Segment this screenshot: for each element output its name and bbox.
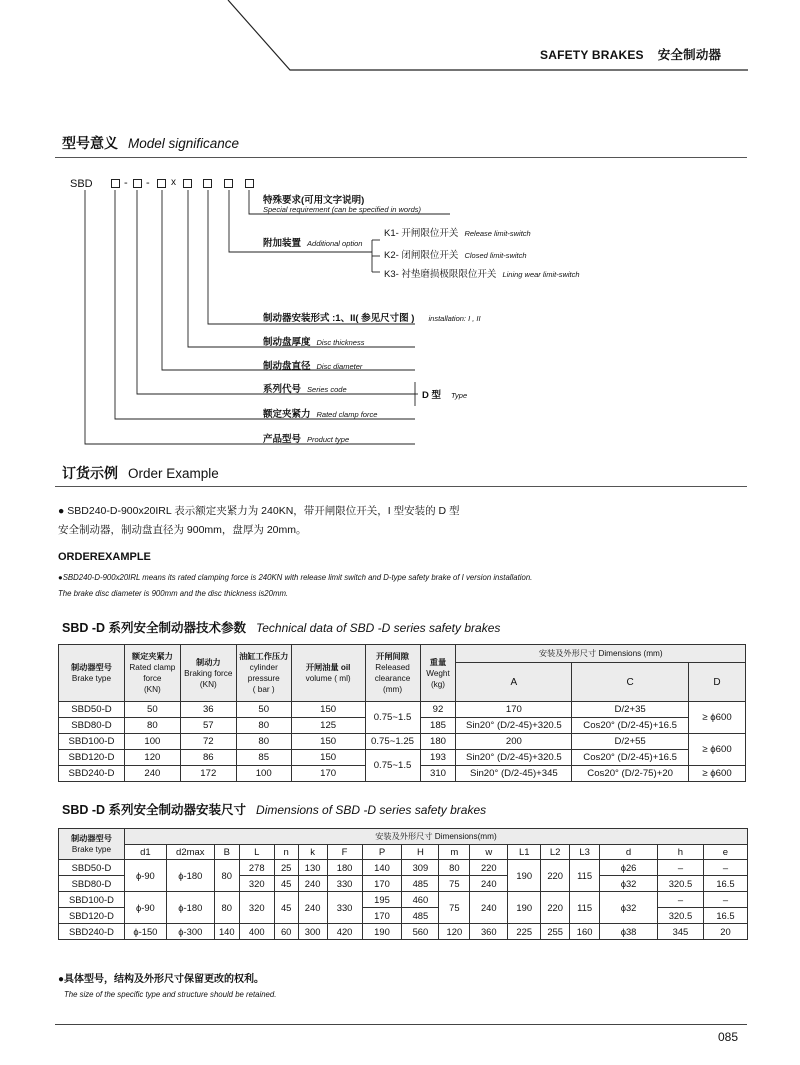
table-cell: 120 [439,924,470,940]
table-cell: 92 [420,702,456,718]
table-cell: SBD80-D [59,876,125,892]
table-row [59,892,748,908]
order-rule [55,486,747,487]
dim-th-col: d2max [166,845,214,860]
label-diameter: 制动盘直径 Disc diameter [263,361,363,372]
table-cell: 560 [402,924,439,940]
table-cell: 50 [236,702,291,718]
dim-section-title [62,800,486,818]
label-installation: 制动器安装形式 :1、II( 参见尺寸图 ) installation: I , II [263,313,481,324]
label-special-en: Special requirement (can be specified in words) [263,205,421,214]
table-cell: ϕ-180 [166,892,214,924]
table-cell: 420 [327,924,362,940]
table-cell: ϕ38 [600,924,658,940]
th-clamp: 额定夹紧力 Rated clamp force (KN) [124,645,180,702]
table-cell: 115 [570,892,600,924]
order-en-title: ORDEREXAMPLE [58,551,151,563]
dim-th-col: P [362,845,402,860]
table-cell: 320 [239,892,274,924]
table-cell: 0.75~1.25 [365,734,420,750]
table-cell: ≥ ϕ600 [689,702,746,734]
table-cell: 190 [508,860,541,892]
table-cell: 170 [362,876,402,892]
table-cell: 16.5 [703,908,747,924]
table-cell: 460 [402,892,439,908]
table-cell: 100 [124,734,180,750]
table-cell: Cos20° (D/2-45)+16.5 [572,718,689,734]
table-row [59,702,746,718]
th-oil: 开闸油量 oil volume ( ml) [291,645,365,702]
table-cell: 150 [291,702,365,718]
table-cell: 240 [470,892,508,924]
table-cell: 16.5 [703,876,747,892]
table-cell: – [657,860,703,876]
table-cell: 170 [362,908,402,924]
table-row [59,734,746,750]
table-cell: ≥ ϕ600 [689,734,746,766]
table-cell: 240 [298,876,327,892]
label-additional: 附加装置 Additional option [263,238,363,249]
table-cell: 140 [362,860,402,876]
dim-th-col: w [470,845,508,860]
dim-th-dimensions: 安装及外形尺寸 Dimensions(mm) [124,829,747,845]
table-cell: ≥ ϕ600 [689,766,746,782]
dim-title-cn: SBD -D 系列安全制动器安装尺寸 [62,803,247,817]
table-cell: 320.5 [657,908,703,924]
order-cn-line2: 安全制动器，制动盘直径为 900mm，盘厚为 20mm。 [58,524,307,536]
th-A: A [456,663,572,702]
table-cell: 125 [291,718,365,734]
table-cell: 80 [214,892,239,924]
th-pressure: 油缸工作压力 cylinder pressure ( bar ) [236,645,291,702]
table-cell: ϕ-150 [124,924,166,940]
table-cell: 130 [298,860,327,876]
table-cell: 80 [236,734,291,750]
table-cell: 150 [291,750,365,766]
order-en-line1: ●SBD240-D-900x20IRL means its rated clamping force is 240KN with release limit switch and D-type safety brake of I version installation. [58,573,533,582]
table-cell: 193 [420,750,456,766]
table-cell: 36 [180,702,236,718]
order-title-cn: 订货示例 [62,465,118,481]
th-type: 制动器型号 Brake type [59,645,125,702]
label-clamp: 额定夹紧力 Rated clamp force [263,409,378,420]
table-cell: ϕ-90 [124,892,166,924]
tech-title-en: Technical data of SBD -D series safety brakes [256,621,501,635]
table-cell: 400 [239,924,274,940]
table-cell: 172 [180,766,236,782]
table-cell: 0.75~1.5 [365,750,420,782]
table-cell: 150 [291,734,365,750]
table-cell: SBD240-D [59,766,125,782]
label-special-cn: 特殊要求(可用文字说明) [263,195,365,206]
note-cn: ●具体型号，结构及外形尺寸保留更改的权利。 [58,974,265,985]
table-cell: 190 [362,924,402,940]
dim-th-col: L2 [541,845,570,860]
table-cell: 45 [274,876,298,892]
tech-title-cn: SBD -D 系列安全制动器技术参数 [62,621,247,635]
label-k3: K3- 衬垫磨损极限限位开关 Lining wear limit-switch [384,269,580,280]
table-cell: 360 [470,924,508,940]
table-cell: 85 [236,750,291,766]
order-section-title [62,463,219,483]
dim-title-en: Dimensions of SBD -D series safety brakes [256,803,487,817]
table-cell: 255 [541,924,570,940]
table-cell: 309 [402,860,439,876]
dim-th-col: H [402,845,439,860]
dim-th-col: L [239,845,274,860]
dim-th-type: 制动器型号 Brake type [59,829,125,860]
table-cell: SBD120-D [59,908,125,924]
table-cell: – [657,892,703,908]
tech-section-title [62,618,500,636]
table-cell: 345 [657,924,703,940]
table-cell: 20 [703,924,747,940]
code-sep-1: - [124,177,128,189]
table-cell: D/2+55 [572,734,689,750]
table-cell: 170 [291,766,365,782]
dim-th-col: e [703,845,747,860]
table-cell: SBD100-D [59,892,125,908]
table-cell: 240 [470,876,508,892]
table-cell: 75 [439,876,470,892]
table-cell: – [703,860,747,876]
table-cell: 115 [570,860,600,892]
table-cell: 225 [508,924,541,940]
table-cell: 485 [402,876,439,892]
note-en: The size of the specific type and structure should be retained. [64,990,277,999]
label-k2: K2- 闭闸限位开关 Closed limit-switch [384,250,527,261]
order-en-line2: The brake disc diameter is 900mm and the disc thickness is20mm. [58,589,289,598]
table-cell: 195 [362,892,402,908]
header-title-cn: 安全制动器 [657,48,722,62]
table-cell: 80 [439,860,470,876]
table-cell: ϕ26 [600,860,658,876]
table-cell: 100 [236,766,291,782]
table-cell: 320.5 [657,876,703,892]
table-cell: 0.75~1.5 [365,702,420,734]
dim-th-col: k [298,845,327,860]
label-dtype: D 型 Type [422,390,468,401]
table-cell: ϕ32 [600,876,658,892]
table-cell: Cos20° (D/2-45)+16.5 [572,750,689,766]
table-row [59,924,748,940]
table-cell: 180 [327,860,362,876]
table-cell: SBD80-D [59,718,125,734]
dim-th-col: B [214,845,239,860]
dim-th-col: h [657,845,703,860]
footer-rule [55,1024,747,1025]
page-number: 085 [718,1030,739,1044]
label-series: 系列代号 Series code [263,384,347,395]
table-cell: SBD100-D [59,734,125,750]
code-sep-3: x [171,177,176,188]
table-cell: Sin20° (D/2-45)+320.5 [456,718,572,734]
dim-th-col: m [439,845,470,860]
table-cell: 45 [274,892,298,924]
table-cell: 330 [327,892,362,924]
table-cell: 140 [214,924,239,940]
table-cell: 310 [420,766,456,782]
table-cell: SBD50-D [59,702,125,718]
table-cell: 220 [470,860,508,876]
table-cell: 180 [420,734,456,750]
th-D: D [689,663,746,702]
code-sep-2: - [146,177,150,189]
table-cell: SBD50-D [59,860,125,876]
table-cell: ϕ32 [600,892,658,924]
header-title-en: SAFETY BRAKES [540,48,644,62]
order-cn-line1: ● SBD240-D-900x20IRL 表示额定夹紧力为 240KN，带开闸限位开关，I 型安装的 D 型 [58,505,460,517]
table-cell: 485 [402,908,439,924]
table-cell: 25 [274,860,298,876]
code-prefix: SBD [70,178,93,190]
table-cell: ϕ-180 [166,860,214,892]
table-cell: 300 [298,924,327,940]
table-cell: Sin20° (D/2-45)+345 [456,766,572,782]
table-cell: 278 [239,860,274,876]
table-row [59,860,748,876]
table-cell: 50 [124,702,180,718]
table-cell: SBD120-D [59,750,125,766]
th-clearance: 开闸间隙 Released clearance (mm) [365,645,420,702]
tech-table [58,644,746,782]
label-thickness: 制动盘厚度 Disc thickness [263,337,365,348]
model-title-cn: 型号意义 [62,135,118,151]
table-cell: 320 [239,876,274,892]
table-cell: 190 [508,892,541,924]
table-cell: 86 [180,750,236,766]
model-title-en: Model significance [128,136,240,151]
table-cell: 330 [327,876,362,892]
table-cell: 200 [456,734,572,750]
table-cell: 72 [180,734,236,750]
table-cell: 185 [420,718,456,734]
dim-th-col: F [327,845,362,860]
table-cell: 120 [124,750,180,766]
table-cell: – [703,892,747,908]
dim-column-headers [59,845,748,860]
dim-th-col: n [274,845,298,860]
th-C: C [572,663,689,702]
table-cell: 75 [439,892,470,924]
table-cell: 160 [570,924,600,940]
table-cell: Sin20° (D/2-45)+320.5 [456,750,572,766]
table-cell: ϕ-90 [124,860,166,892]
table-cell: 57 [180,718,236,734]
label-k1: K1- 开闸限位开关 Release limit-switch [384,228,531,239]
table-cell: 80 [214,860,239,892]
th-braking: 制动力 Braking force (KN) [180,645,236,702]
table-cell: ϕ-300 [166,924,214,940]
dim-table [58,828,748,940]
table-cell: SBD240-D [59,924,125,940]
table-cell: Cos20° (D/2-75)+20 [572,766,689,782]
table-cell: 60 [274,924,298,940]
th-weight: 重量 Weght (kg) [420,645,456,702]
dim-th-col: d1 [124,845,166,860]
table-cell: 170 [456,702,572,718]
th-dimensions: 安装及外形尺寸 Dimensions (mm) [456,645,746,663]
dim-th-col: d [600,845,658,860]
table-cell: 80 [124,718,180,734]
dim-th-col: L1 [508,845,541,860]
table-row [59,750,746,766]
table-cell: 240 [298,892,327,924]
label-product: 产品型号 Product type [263,434,350,445]
table-cell: 220 [541,860,570,892]
table-cell: 220 [541,892,570,924]
table-cell: 240 [124,766,180,782]
table-cell: D/2+35 [572,702,689,718]
order-title-en: Order Example [128,466,219,481]
table-cell: 80 [236,718,291,734]
dim-th-col: L3 [570,845,600,860]
